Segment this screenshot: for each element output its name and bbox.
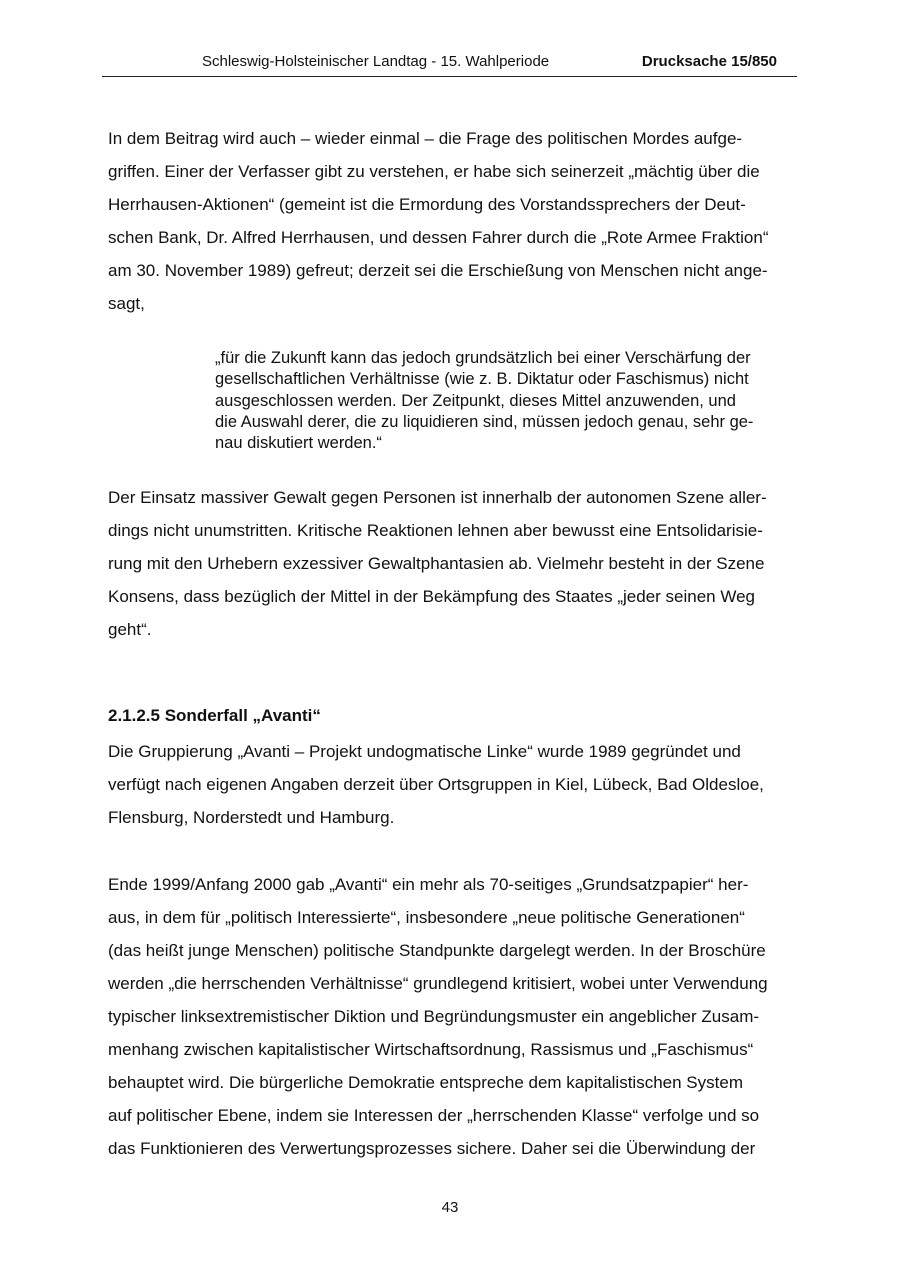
quote-line: nau diskutiert werden.“ <box>215 434 382 452</box>
text-line: schen Bank, Dr. Alfred Herrhausen, und dessen Fahrer durch die „Rote Armee Fraktion“ <box>108 228 769 247</box>
text-line: rung mit den Urhebern exzessiver Gewaltphantasien ab. Vielmehr besteht in der Szene <box>108 554 765 573</box>
section-heading: 2.1.2.5 Sonderfall „Avanti“ <box>108 706 321 725</box>
text-line: auf politischer Ebene, indem sie Interessen der „herrschenden Klasse“ verfolge und so <box>108 1106 760 1125</box>
text-line: geht“. <box>108 620 152 639</box>
text-line: dings nicht unumstritten. Kritische Reaktionen lehnen aber bewusst eine Entsolidarisie- <box>108 521 763 540</box>
text-line: aus, in dem für „politisch Interessierte“, insbesondere „neue politische Generationen“ <box>108 908 745 927</box>
quote-line: gesellschaftlichen Verhältnisse (wie z. B. Diktatur oder Faschismus) nicht <box>215 370 749 388</box>
document-number: Drucksache 15/850 <box>641 53 777 70</box>
header-title: Schleswig-Holsteinischer Landtag - 15. Wahlperiode <box>202 53 550 70</box>
text-line: am 30. November 1989) gefreut; derzeit sei die Erschießung von Menschen nicht ange- <box>108 261 768 280</box>
text-line: das Funktionieren des Verwertungsprozesses sichere. Daher sei die Überwindung der <box>108 1139 756 1158</box>
text-line: menhang zwischen kapitalistischer Wirtschaftsordnung, Rassismus und „Faschismus“ <box>108 1040 754 1059</box>
text-line: Konsens, dass bezüglich der Mittel in der Bekämpfung des Staates „jeder seinen Weg <box>108 587 755 606</box>
text-line: behauptet wird. Die bürgerliche Demokratie entspreche dem kapitalistischen System <box>108 1073 743 1092</box>
text-line: griffen. Einer der Verfasser gibt zu verstehen, er habe sich seinerzeit „mächtig über die <box>108 162 760 181</box>
text-line: (das heißt junge Menschen) politische Standpunkte dargelegt werden. In der Broschüre <box>108 941 766 960</box>
text-line: In dem Beitrag wird auch – wieder einmal – die Frage des politischen Mordes aufge- <box>108 129 743 148</box>
quote-line: die Auswahl derer, die zu liquidieren sind, müssen jedoch genau, sehr ge- <box>215 413 754 431</box>
page-number: 43 <box>441 1199 459 1216</box>
text-line: Die Gruppierung „Avanti – Projekt undogmatische Linke“ wurde 1989 gegründet und <box>108 742 741 761</box>
page-header <box>102 50 797 77</box>
text-line: Flensburg, Norderstedt und Hamburg. <box>108 808 395 827</box>
text-line: Der Einsatz massiver Gewalt gegen Personen ist innerhalb der autonomen Szene aller- <box>108 488 767 507</box>
text-line: verfügt nach eigenen Angaben derzeit über Ortsgruppen in Kiel, Lübeck, Bad Oldesloe, <box>108 775 764 794</box>
text-line: typischer linksextremistischer Diktion und Begründungsmuster ein angeblicher Zusam- <box>108 1007 760 1026</box>
text-line: Ende 1999/Anfang 2000 gab „Avanti“ ein mehr als 70-seitiges „Grundsatzpapier“ her- <box>108 875 749 894</box>
text-line: sagt, <box>108 294 145 313</box>
text-line: Herrhausen-Aktionen“ (gemeint ist die Ermordung des Vorstandssprechers der Deut- <box>108 195 746 214</box>
quote-line: „für die Zukunft kann das jedoch grundsätzlich bei einer Verschärfung der <box>215 349 751 367</box>
quote-line: ausgeschlossen werden. Der Zeitpunkt, dieses Mittel anzuwenden, und <box>215 392 736 410</box>
text-line: werden „die herrschenden Verhältnisse“ grundlegend kritisiert, wobei unter Verwendung <box>108 974 768 993</box>
